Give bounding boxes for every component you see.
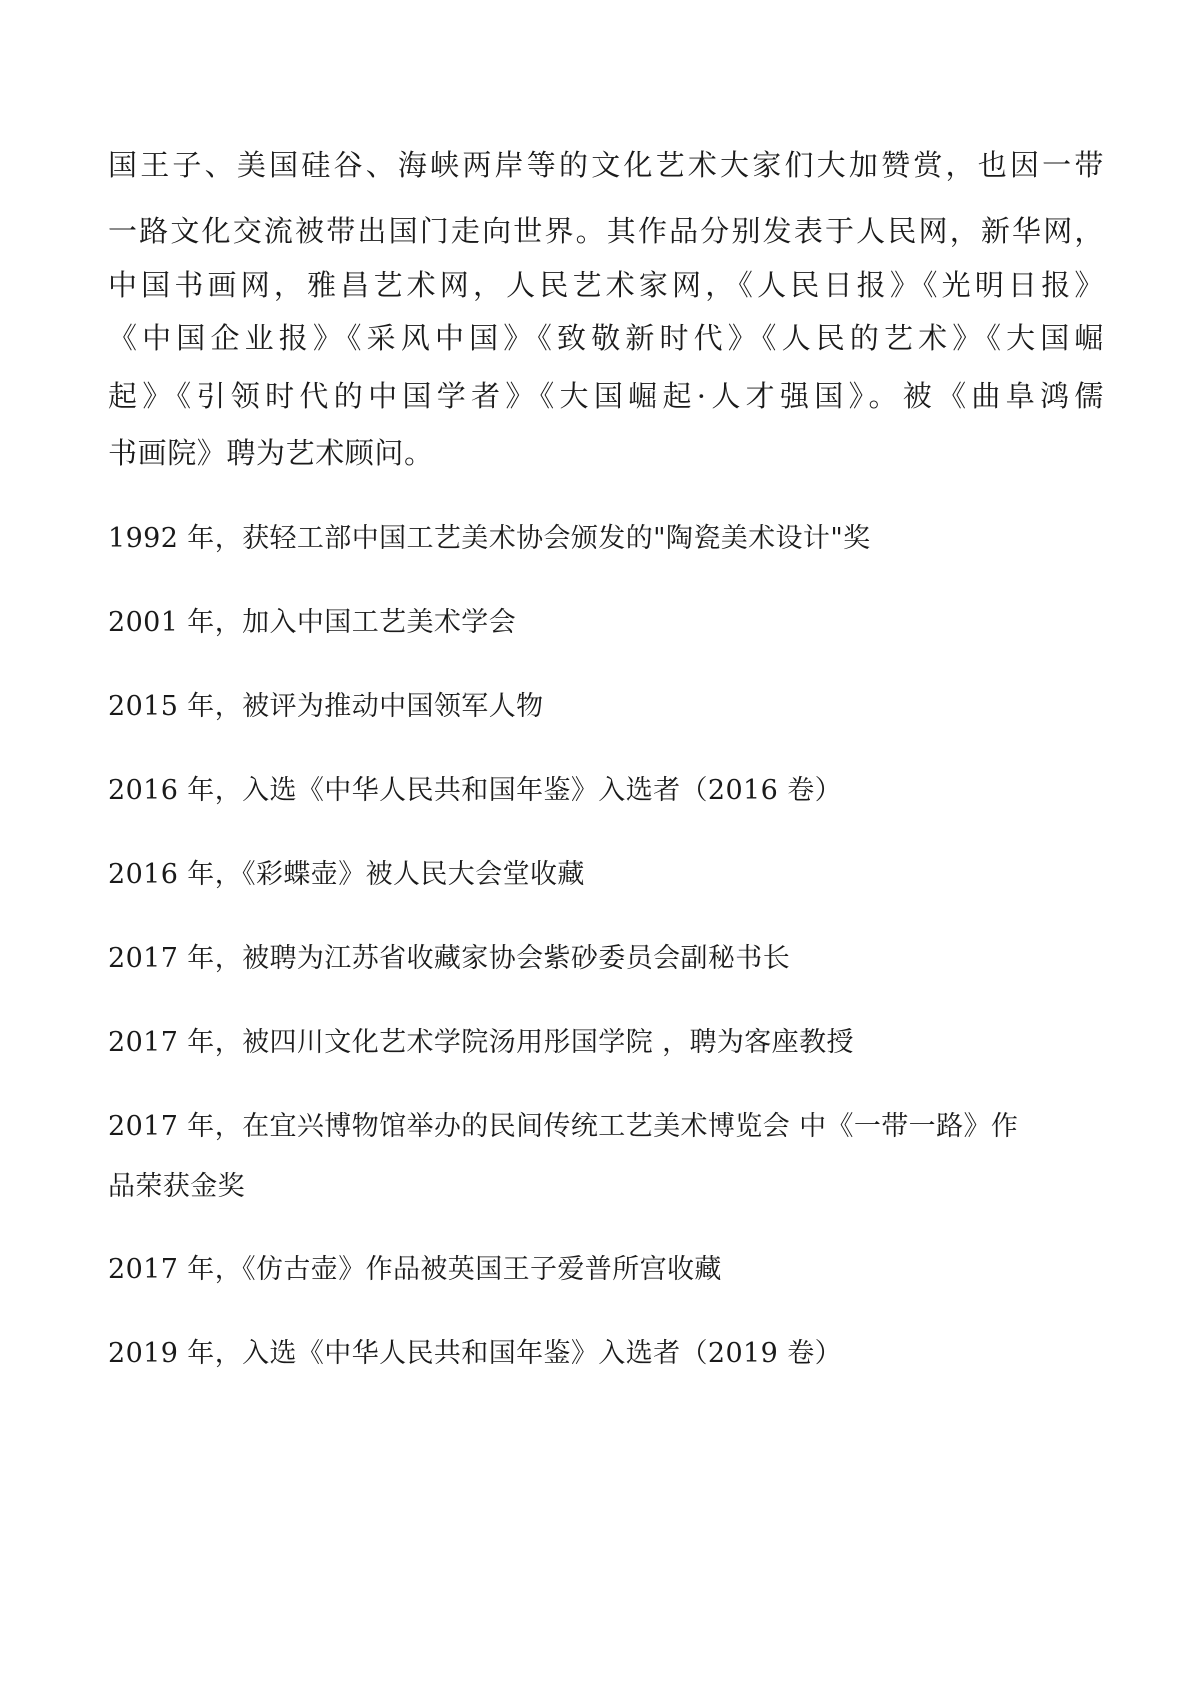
event-text: 2017 年，在宜兴博物馆举办的民间传统工艺美术博览会 中《一带一路》作 — [108, 1111, 1019, 1142]
event-text: 2017 年，被聘为江苏省收藏家协会紫砂委员会副秘书长 — [108, 943, 791, 974]
event-text: 1992 年，获轻工部中国工艺美术协会颁发的"陶瓷美术设计"奖 — [108, 523, 871, 554]
intro-line — [108, 211, 1104, 251]
event-text: 2015 年，被评为推动中国领军人物 — [108, 691, 544, 722]
intro-line-text: 一路文化交流被带出国门走向世界。其作品分别发表于人民网，新华网， — [108, 214, 1104, 248]
event-text: 2017 年，被四川文化艺术学院汤用彤国学院 ，聘为客座教授 — [108, 1027, 854, 1058]
intro-line — [108, 318, 1104, 358]
intro-line-text: 《中国企业报》《采风中国》《致敬新时代》《人民的艺术》《大国崛 — [108, 321, 1104, 355]
intro-line — [108, 145, 1104, 185]
intro-line-text: 起》《引领时代的中国学者》《大国崛起·人才强国》。被《曲阜鸿儒 — [108, 379, 1104, 413]
event-text: 2017 年，《仿古壶》作品被英国王子爱普所宫收藏 — [108, 1254, 722, 1285]
intro-line-text: 书画院》聘为艺术顾问。 — [108, 436, 434, 470]
event-text: 2016 年，《彩蝶壶》被人民大会堂收藏 — [108, 859, 585, 890]
intro-line — [108, 376, 1104, 416]
event-text: 2019 年，入选《中华人民共和国年鉴》入选者（2019 卷） — [108, 1338, 842, 1369]
intro-line — [108, 265, 1104, 305]
intro-line-text: 中国书画网，雅昌艺术网，人民艺术家网，《人民日报》《光明日报》 — [108, 268, 1104, 302]
intro-line-text: 国王子、美国硅谷、海峡两岸等的文化艺术大家们大加赞赏，也因一带 — [108, 148, 1104, 182]
intro-line — [108, 433, 434, 473]
event-text-continued: 品荣获金奖 — [108, 1171, 245, 1202]
event-text: 2001 年，加入中国工艺美术学会 — [108, 607, 517, 638]
event-text: 2016 年，入选《中华人民共和国年鉴》入选者（2016 卷） — [108, 775, 842, 806]
